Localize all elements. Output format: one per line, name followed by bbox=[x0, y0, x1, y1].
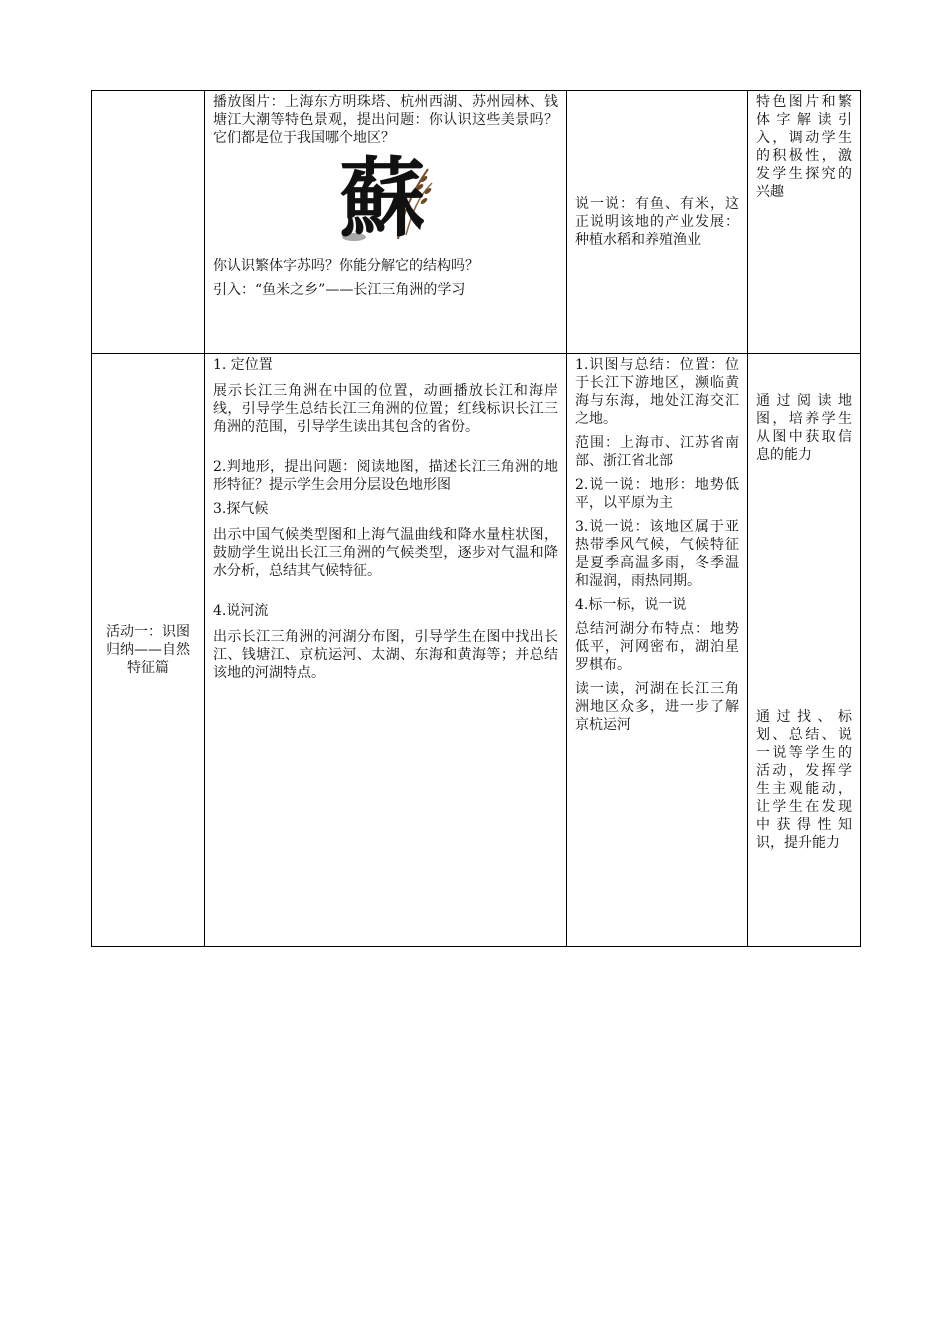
teacher-activity-cell bbox=[205, 354, 567, 947]
design-intent-text-2: 通过找、标划、总结、说一说等学生的活动，发挥学生主观能动，让学生在发现中获得性知识，提升能力 bbox=[756, 709, 852, 851]
activity-cell bbox=[92, 354, 205, 947]
student-say-text: 说一说：有鱼、有米，这正说明该地的产业发展：种植水稻和养殖渔业 bbox=[575, 196, 739, 248]
teacher-step3-title: 3.探气候 bbox=[213, 501, 269, 517]
teacher-step4-title: 4.说河流 bbox=[213, 603, 269, 619]
teacher-question-text: 你认识繁体字苏吗？你能分解它的结构吗？ bbox=[213, 258, 479, 274]
teacher-activity-cell bbox=[205, 91, 567, 354]
su-traditional-character: 蘇 bbox=[339, 148, 426, 249]
student-activity-cell bbox=[567, 91, 748, 354]
table-row bbox=[92, 354, 861, 947]
design-intent-cell bbox=[748, 354, 861, 947]
design-intent-cell bbox=[748, 91, 861, 354]
teacher-intro-text: 播放图片：上海东方明珠塔、杭州西湖、苏州园林、钱塘江大潮等特色景观，提出问题：你认识这些美景吗？它们都是位于我国哪个地区？ bbox=[213, 94, 558, 146]
design-intent-text: 特色图片和繁体字解读引入，调动学生的积极性，激发学生探究的兴趣 bbox=[756, 94, 852, 200]
student-step3-text: 3.说一说：该地区属于亚热带季风气候，气候特征是夏季高温多雨，冬季温和湿润，雨热同期。 bbox=[575, 519, 739, 589]
teacher-step2-body: 2.判地形，提出问题：阅读地图，描述长江三角洲的地形特征？提示学生会用分层设色地形图 bbox=[213, 459, 558, 493]
teacher-lead-in-text: 引入：“鱼米之乡”——长江三角洲的学习 bbox=[213, 282, 466, 298]
student-step1-range: 范围：上海市、江苏省南部、浙江省北部 bbox=[575, 435, 739, 469]
teacher-step3-body: 出示中国气候类型图和上海气温曲线和降水量柱状图，鼓励学生说出长江三角洲的气候类型，逐步对气温和降水分析，总结其气候特征。 bbox=[213, 527, 558, 579]
student-step4-body: 总结河湖分布特点：地势低平，河网密布，湖泊星罗棋布。 bbox=[575, 621, 739, 673]
design-intent-text-1: 通过阅读地图，培养学生从图中获取信息的能力 bbox=[756, 393, 852, 463]
su-character-image bbox=[336, 148, 436, 251]
student-step4-read: 读一读，河湖在长江三角洲地区众多，进一步了解京杭运河 bbox=[575, 681, 739, 733]
activity-cell bbox=[92, 91, 205, 354]
student-step4-title: 4.标一标，说一说 bbox=[575, 597, 687, 613]
student-step1-text: 1.识图与总结：位置：位于长江下游地区，濒临黄海与东海，地处江海交汇之地。 bbox=[575, 357, 739, 427]
lesson-plan-table bbox=[91, 90, 861, 947]
student-activity-cell bbox=[567, 354, 748, 947]
teacher-step1-body: 展示长江三角洲在中国的位置，动画播放长江和海岸线，引导学生总结长江三角洲的位置；红线标识长江三角洲的范围，引导学生读出其包含的省份。 bbox=[213, 383, 558, 435]
activity-title: 活动一：识图归纳——自然特征篇 bbox=[106, 624, 190, 676]
teacher-step4-body: 出示长江三角洲的河湖分布图，引导学生在图中找出长江、钱塘江、京杭运河、太湖、东海和黄海等；并总结该地的河湖特点。 bbox=[213, 629, 558, 681]
teacher-step1-title: 1. 定位置 bbox=[213, 357, 273, 373]
student-step2-text: 2.说一说：地形：地势低平，以平原为主 bbox=[575, 477, 739, 511]
table-row bbox=[92, 91, 861, 354]
